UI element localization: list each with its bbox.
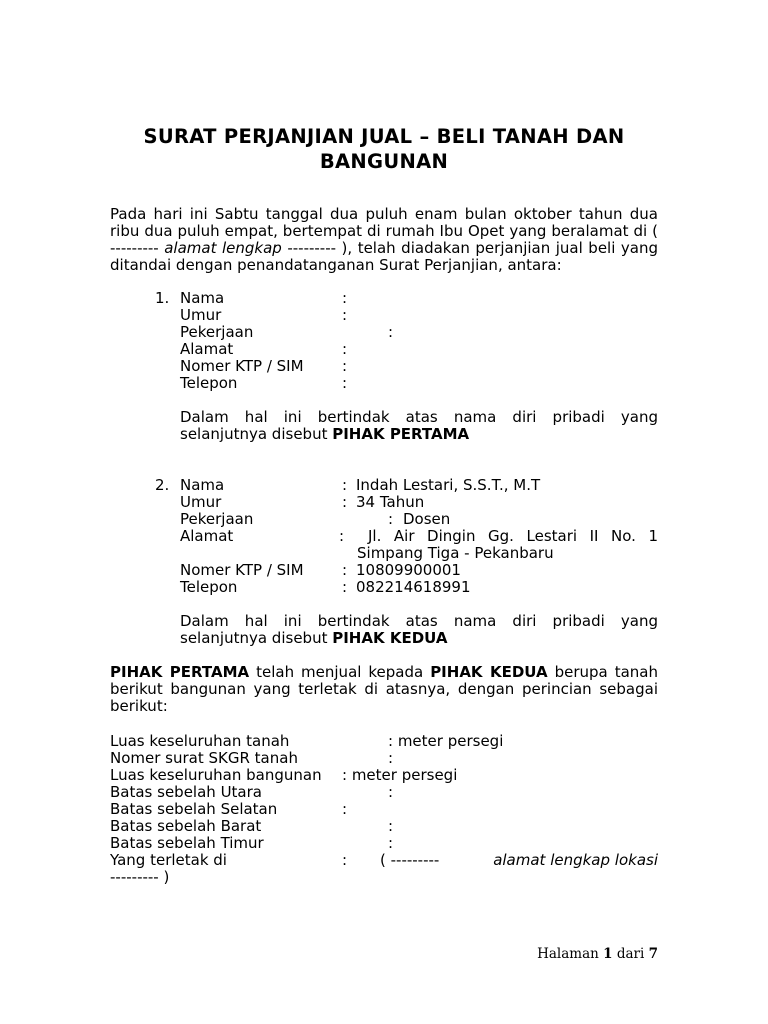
detail-row: Batas sebelah Barat : <box>110 817 394 835</box>
party-1-field-alamat: Alamat : <box>180 340 348 358</box>
party-2-phone-value: 082214618991 <box>356 578 471 596</box>
detail-row: Luas keseluruhan tanah : meter persegi <box>110 732 504 750</box>
party-2-field-alamat: Alamat : Jl. Air Dingin Gg. Lestari II No. 1 <box>180 527 658 545</box>
party-2-address-value-2: Simpang Tiga - Pekanbaru <box>357 544 554 562</box>
document-title <box>110 124 658 174</box>
party-1-statement: Dalam hal ini bertindak atas nama diri pribadi yang selanjutnya disebut PIHAK PERTAMA <box>180 408 658 443</box>
party-2-field-umur: Umur : 34 Tahun <box>180 493 425 511</box>
party-2-field-telepon: Telepon : 082214618991 <box>180 578 471 596</box>
party-2-address-value: Jl. Air Dingin Gg. Lestari II No. 1 <box>368 527 658 545</box>
sale-paragraph: PIHAK PERTAMA telah menjual kepada PIHAK KEDUA berupa tanah berikut bangunan yang terletak di atasnya, dengan perincian sebagai berikut: <box>110 663 658 715</box>
page-footer: Halaman 1 dari 7 <box>537 946 658 962</box>
detail-row: Batas sebelah Selatan : <box>110 800 348 818</box>
total-pages: 7 <box>648 946 658 962</box>
detail-row: Batas sebelah Utara : <box>110 783 394 801</box>
party-2-statement: Dalam hal ini bertindak atas nama diri pribadi yang selanjutnya disebut PIHAK KEDUA <box>180 612 658 647</box>
party-2-field-alamat-line2 <box>110 545 658 562</box>
located-italic: alamat lengkap lokasi <box>493 851 658 869</box>
detail-row: Batas sebelah Timur : <box>110 834 394 852</box>
party-2-age-value: 34 Tahun <box>356 493 425 511</box>
party-2-number: 2. <box>155 476 170 494</box>
party-1-field-telepon: Telepon : <box>180 374 348 392</box>
party-2-field-nama: Nama : Indah Lestari, S.S.T., M.T <box>180 476 541 494</box>
party-2-field-ktp: Nomer KTP / SIM : 10809900001 <box>180 561 461 579</box>
party-2-job-value: Dosen <box>403 510 451 528</box>
party-2-name-value: Indah Lestari, S.S.T., M.T <box>356 476 541 494</box>
located-row: Yang terletak di : ( --------- alamat lengkap lokasi <box>110 851 658 869</box>
located-row-close: --------- ) <box>110 868 170 886</box>
title-line-2: BANGUNAN <box>319 150 449 173</box>
party-1-field-ktp: Nomer KTP / SIM : <box>180 357 348 375</box>
party-2-field-pekerjaan: Pekerjaan : Dosen <box>180 510 451 528</box>
detail-row: Luas keseluruhan bangunan : meter persegi <box>110 766 458 784</box>
party-1-field-pekerjaan: Pekerjaan : <box>180 323 394 341</box>
current-page: 1 <box>603 946 613 962</box>
party-1-number: 1. <box>155 289 170 307</box>
title-line-1: SURAT PERJANJIAN JUAL – BELI TANAH DAN <box>143 125 625 148</box>
party-2-designation: PIHAK KEDUA <box>332 629 448 647</box>
party-2-ktp-value: 10809900001 <box>356 561 461 579</box>
intro-paragraph: Pada hari ini Sabtu tanggal dua puluh enam bulan oktober tahun dua ribu dua puluh empat, bertempat di rumah Ibu Opet yang beralamat di ( --------- alamat lengkap --------- ), telah diadakan perjanjian jual beli yang ditandai dengan penandatanganan Surat Perjanjian, antara: <box>110 205 658 274</box>
party-1-designation: PIHAK PERTAMA <box>332 425 470 443</box>
detail-row: Nomer surat SKGR tanah : <box>110 749 394 767</box>
party-1-field-nama: Nama : <box>180 289 348 307</box>
party-1-field-umur: Umur : <box>180 306 348 324</box>
intro-italic: alamat lengkap <box>164 239 282 257</box>
